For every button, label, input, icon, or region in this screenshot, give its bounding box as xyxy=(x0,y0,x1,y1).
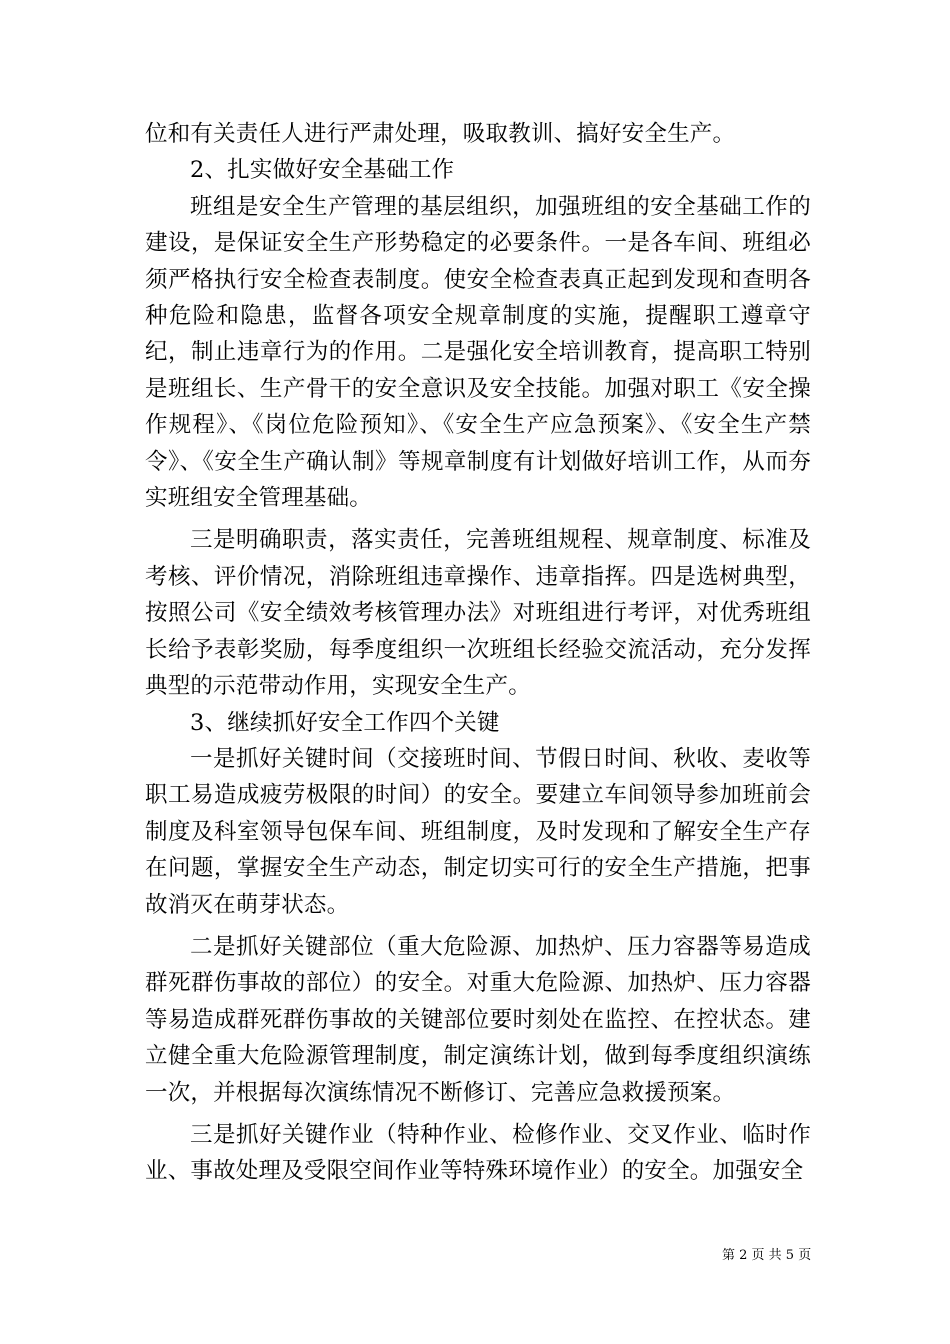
section-heading-3: 3、继续抓好安全工作四个关键 xyxy=(190,709,500,736)
document-body xyxy=(145,116,811,1190)
paragraph-6: 一是抓好关键时间（交接班时间、节假日时间、秋收、麦收等职工易造成疲劳极限的时间）的安全。要建立车间领导参加班前会制度及科室领导包保车间、班组制度，及时发现和了解安全生产存在问题，掌握安全生产动态，制定切实可行的安全生产措施，把事故消灭在萌芽状态。 xyxy=(145,745,811,918)
paragraph-3: 班组是安全生产管理的基层组织，加强班组的安全基础工作的建设，是保证安全生产形势稳定的必要条件。一是各车间、班组必须严格执行安全检查表制度。使安全检查表真正起到发现和查明各种危险和隐患，监督各项安全规章制度的实施，提醒职工遵章守纪，制止违章行为的作用。二是强化安全培训教育，提高职工特别是班组长、生产骨干的安全意识及安全技能。加强对职工《安全操作规程》、《岗位危险预知》、《安全生产应急预案》、《安全生产禁令》、《安全生产确认制》等规章制度有计划做好培训工作，从而夯实班组安全管理基础。 xyxy=(145,193,811,512)
page-number-footer: 第 2 页 共 5 页 xyxy=(722,1248,812,1263)
paragraph-4: 三是明确职责，落实责任，完善班组规程、规章制度、标准及考核、评价情况，消除班组违章操作、违章指挥。四是选树典型，按照公司《安全绩效考核管理办法》对班组进行考评，对优秀班组长给予表彰奖励，每季度组织一次班组长经验交流活动，充分发挥典型的示范带动作用，实现安全生产。 xyxy=(145,527,811,700)
paragraph-7: 二是抓好关键部位（重大危险源、加热炉、压力容器等易造成群死群伤事故的部位）的安全。对重大危险源、加热炉、压力容器等易造成群死群伤事故的关键部位要时刻处在监控、在控状态。建立健全重大危险源管理制度，制定演练计划，做到每季度组织演练一次，并根据每次演练情况不断修订、完善应急救援预案。 xyxy=(145,933,811,1106)
paragraph-8: 三是抓好关键作业（特种作业、检修作业、交叉作业、临时作业、事故处理及受限空间作业等特殊环境作业）的安全。加强安全 xyxy=(145,1121,811,1185)
section-heading-2: 2、扎实做好安全基础工作 xyxy=(190,157,455,184)
paragraph-1: 位和有关责任人进行严肃处理，吸取教训、搞好安全生产。 xyxy=(145,121,736,147)
